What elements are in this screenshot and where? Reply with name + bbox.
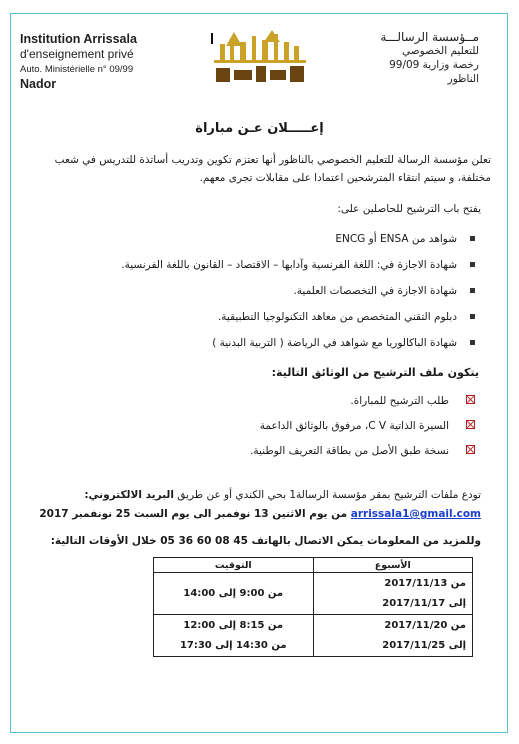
authorization-fr: Auto. Ministérielle n° 09/99 xyxy=(20,64,134,75)
list-item xyxy=(39,394,479,419)
institution-name-fr: Institution Arrissala xyxy=(20,32,137,46)
city-ar: الناظور xyxy=(447,73,479,85)
checkbox-x-icon xyxy=(466,420,475,429)
deposit-instructions xyxy=(84,489,481,501)
deposit-text: تودع ملفات الترشيح بمقر مؤسسة الرسالة1 بحي الكندي أو عن طريق xyxy=(177,489,481,501)
time-cell xyxy=(154,573,314,615)
list-item: دبلوم التقني المتخصص من معاهد التكنولوجيا التطبيقية. xyxy=(39,310,479,336)
time-slot: من 8:15 إلى 12:00 xyxy=(183,619,284,631)
column-time: التوقيت xyxy=(154,558,314,573)
column-week: الأسبوع xyxy=(313,558,473,573)
list-item: شهادة الاجازة في: اللغة الفرنسية وآدابها – الاقتصاد – القانون باللغة الفرنسية. xyxy=(39,258,479,284)
deposit-email-label: البريد الالكتروني: xyxy=(84,489,174,501)
time-slot: من 9:00 إلى 14:00 xyxy=(183,587,284,599)
arrissala-logo-icon xyxy=(212,28,308,88)
week-from: من 2017/11/20 xyxy=(384,619,466,631)
list-item: شهادة الاجازة في التخصصات العلمية. xyxy=(39,284,479,310)
document-label: نسخة طبق الأصل من بطاقة التعريف الوطنية. xyxy=(250,445,449,457)
authorization-ar: رخصة وزارية 99/09 xyxy=(389,59,479,71)
week-to: إلى 2017/11/25 xyxy=(382,639,466,651)
table-header-row xyxy=(154,558,473,573)
document-label: طلب الترشيح للمباراة. xyxy=(350,395,449,407)
checkbox-x-icon xyxy=(466,395,475,404)
list-item xyxy=(39,419,479,444)
header-right-block xyxy=(380,30,479,86)
candidacy-opens-label: يفتح باب الترشيح للحاصلين على: xyxy=(337,203,481,215)
list-item xyxy=(39,444,479,469)
schedule-table xyxy=(153,557,473,657)
qualifications-list xyxy=(39,232,479,362)
institution-type-ar: للتعليم الخصوصي xyxy=(402,45,479,57)
time-slot: من 14:30 إلى 17:30 xyxy=(179,639,287,651)
week-to: إلى 2017/11/17 xyxy=(382,597,466,609)
list-item: شواهد من ENSA أو ENCG xyxy=(39,232,479,258)
table-row xyxy=(154,573,473,615)
week-from: من 2017/11/13 xyxy=(384,577,466,589)
email-link[interactable]: arrissala1@gmail.com xyxy=(350,508,481,520)
header-left-block xyxy=(20,32,137,92)
document-label: السيرة الذاتية C V، مرفوق بالوثائق الداعمة xyxy=(259,420,449,432)
institution-type-fr: d'enseignement privé xyxy=(20,47,134,61)
contact-info: وللمزيد من المعلومات يمكن الاتصال بالهاتف 45 08 60 36 05 خلال الأوقات التالية: xyxy=(50,535,481,547)
time-cell xyxy=(154,615,314,657)
list-item: شهادة الباكالوريا مع شواهد في الرياضة ( التربية البدنية ) xyxy=(39,336,479,362)
city-fr: Nador xyxy=(20,77,57,91)
documents-list xyxy=(39,394,479,469)
documents-heading: يتكون ملف الترشيح من الوثائق التالية: xyxy=(271,366,479,379)
intro-paragraph: تعلن مؤسسة الرسالة للتعليم الخصوصي بالناظور أنها تعتزم تكوين وتدريب أساتذة للتدريس في شعب مختلفة، و سيتم انتقاء المترشحين اعتمادا على مقابلات تجرى معهم. xyxy=(54,154,491,184)
period-text: من يوم الاثنين 13 نوفمبر الى يوم السبت 25 نونفمبر 2017 xyxy=(39,508,348,520)
week-cell xyxy=(313,615,473,657)
institution-name-ar: مــؤسسة الرسالـــة xyxy=(380,30,479,44)
week-cell xyxy=(313,573,473,615)
table-row xyxy=(154,615,473,657)
page-title: إعـــــلان عـن مباراة xyxy=(195,121,324,136)
deposit-period xyxy=(39,508,481,520)
checkbox-x-icon xyxy=(466,445,475,454)
